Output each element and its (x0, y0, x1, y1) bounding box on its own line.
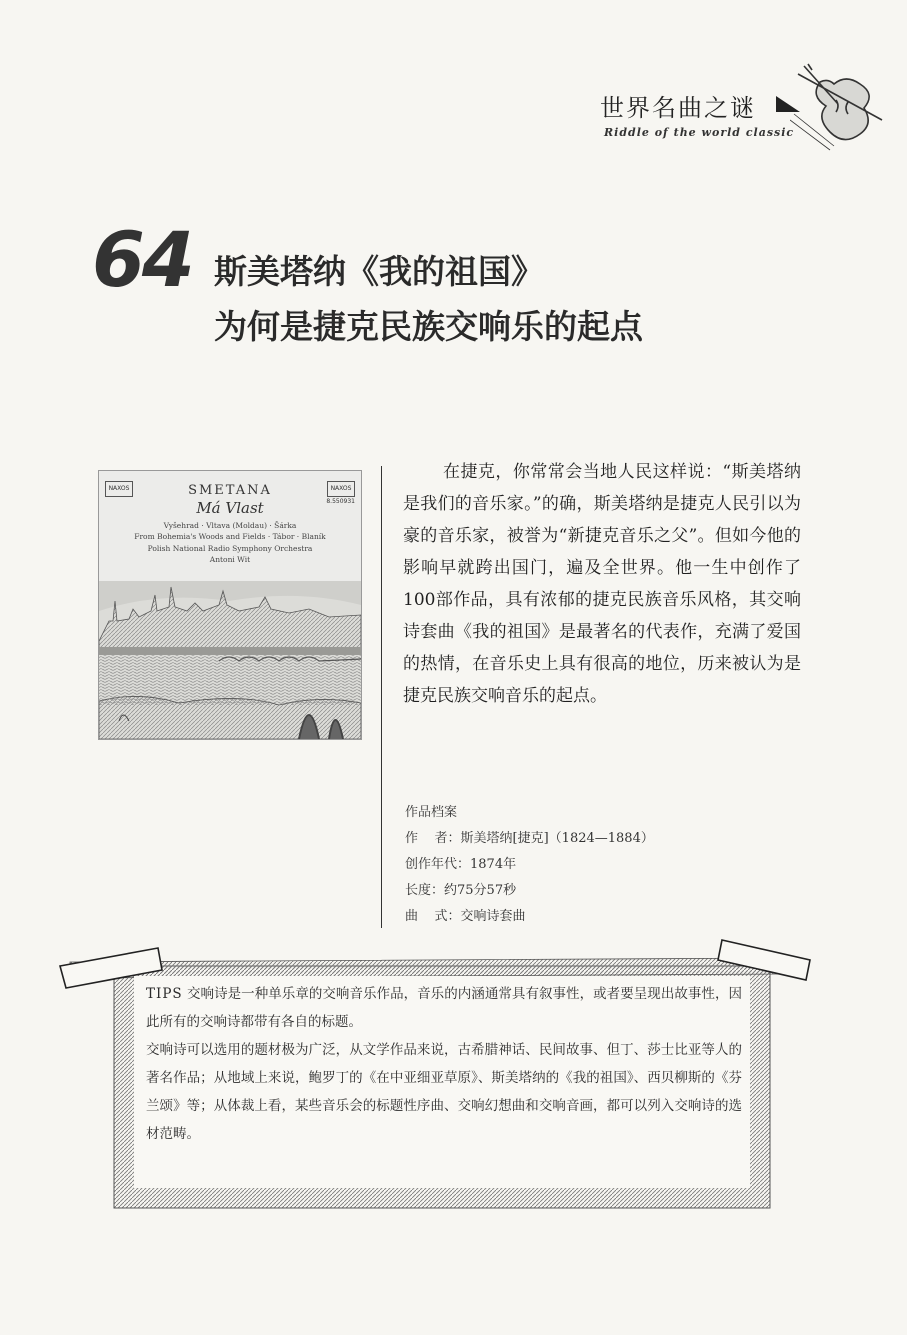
cover-orchestra: Polish National Radio Symphony Orchestra (147, 544, 313, 553)
tips-text (146, 980, 742, 1148)
chapter-title (214, 244, 643, 354)
cover-composer: SMETANA (188, 483, 272, 498)
profile-author: 作 者：斯美塔纳[捷克]（1824—1884） (405, 831, 654, 846)
naxos-logo-left: NAXOS (105, 481, 133, 497)
chapter-number: 64 (92, 215, 192, 304)
cover-parts: Vyšehrad · Vltava (Moldau) · Šárka (163, 521, 297, 530)
cover-conductor: Antoni Wit (209, 555, 251, 564)
body-paragraph: 在捷克，你常常会当地人民这样说：“斯美塔纳是我们的音乐家。”的确，斯美塔纳是捷克人民引以为豪的音乐家，被誉为“新捷克音乐之父”。但如今他的影响早就跨出国门，遍及全世界。他一生中创作了100部作品，具有浓郁的捷克民族音乐风格，其交响诗套曲《我的祖国》是最著名的代表作，充满了爱国的热情，在音乐史上具有很高的地位，历来被认为是捷克民族交响音乐的起点。 (403, 462, 801, 706)
profile-year: 创作年代：1874年 (405, 857, 517, 872)
chapter-title-line1: 斯美塔纳《我的祖国》 (214, 252, 544, 291)
vertical-divider (381, 466, 382, 928)
profile-form: 曲 式：交响诗套曲 (405, 909, 526, 924)
series-subtitle: Riddle of the world classic (604, 126, 795, 139)
work-profile (405, 800, 654, 930)
album-cover-image (98, 470, 362, 740)
tips-paragraph-2: 交响诗可以选用的题材极为广泛，从文学作品来说，古希腊神话、民间故事、但丁、莎士比亚等人的著名作品；从地域上来说，鲍罗丁的《在中亚细亚草原》、斯美塔纳的《我的祖国》、西贝柳斯的《芬兰颂》等；从体裁上看，某些音乐会的标题性序曲、交响幻想曲和交响音画，都可以列入交响诗的选材范畴。 (146, 1042, 742, 1142)
chapter-title-line2: 为何是捷克民族交响乐的起点 (214, 307, 643, 346)
tips-label: TIPS (146, 986, 183, 1002)
prague-engraving-image (99, 581, 361, 739)
violin-icon (790, 60, 890, 160)
profile-length: 长度：约75分57秒 (405, 883, 517, 898)
profile-heading: 作品档案 (405, 805, 458, 820)
cover-parts-2: From Bohemia's Woods and Fields · Tábor · Blaník (134, 532, 326, 541)
cover-work-title: Má Vlast (196, 499, 264, 517)
tips-paragraph-1: 交响诗是一种单乐章的交响音乐作品，音乐的内涵通常具有叙事性，或者要呈现出故事性，因此所有的交响诗都带有各自的标题。 (146, 986, 743, 1030)
naxos-logo-right: NAXOS (327, 481, 355, 497)
catalogue-code: 8.550931 (326, 498, 355, 505)
series-title: 世界名曲之谜 (600, 94, 756, 122)
